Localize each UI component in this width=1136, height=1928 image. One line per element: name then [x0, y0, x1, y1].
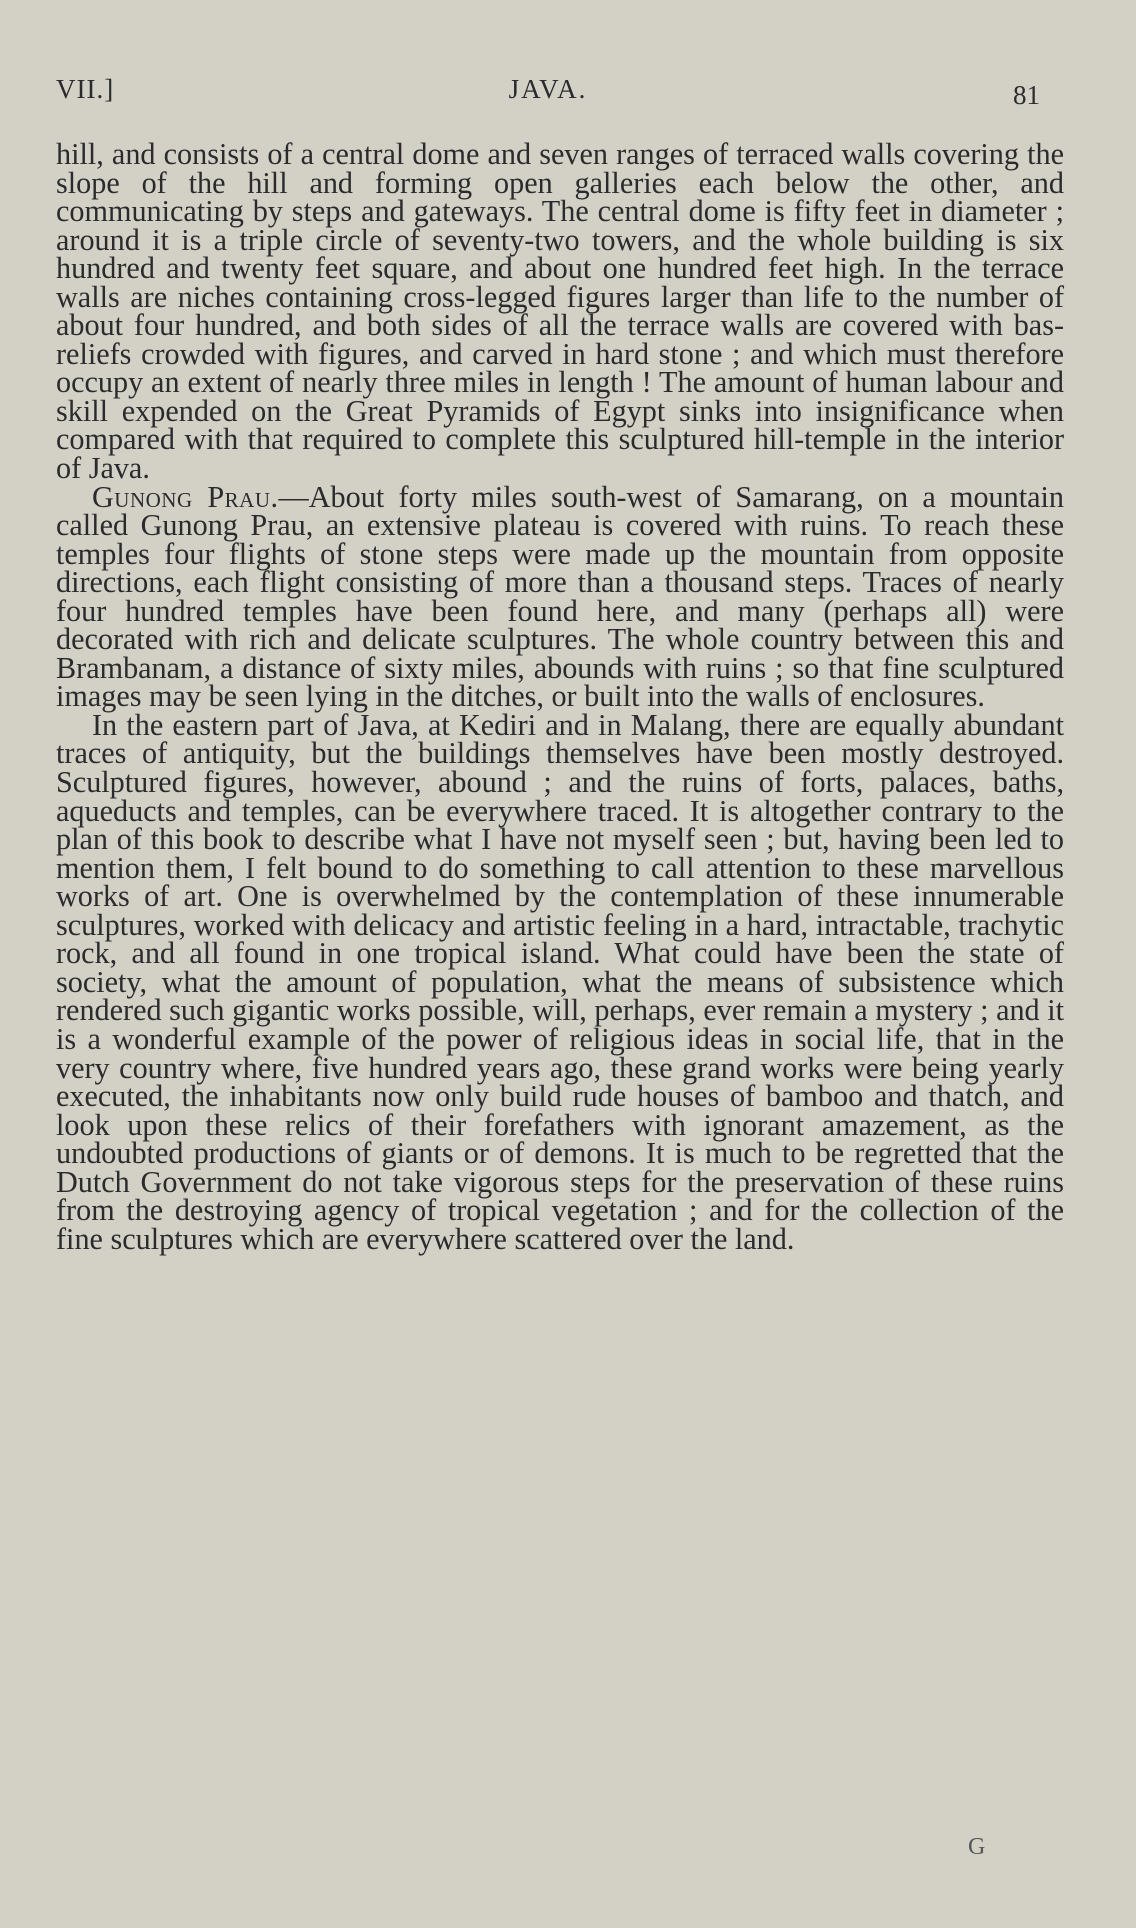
section-lead-gunong-prau: Gunong Prau. [92, 479, 279, 514]
paragraph-1 [56, 137, 1064, 486]
running-title: JAVA. [508, 74, 588, 104]
paragraph-2-text: —About forty miles south-west of Samarang, on a mountain called Gunong Prau, an extensive plateau is covered with ruins. To reach these temples four flights of stone steps were made up the mountain from opposite directions, each flight consisting of more than a thousand steps. Traces of nearly four hundred temples have been found here, and many (perhaps all) were decorated with rich and delicate sculptures. The whole country between this and Brambanam, a distance of sixty miles, abounds with ruins ; so that fine sculptured images may be seen lying in the ditches, or built into the walls of enclosures. [56, 479, 1064, 714]
page-number: 81 [1013, 80, 1040, 110]
paragraph-1-text: hill, and consists of a central dome and seven ranges of terraced walls covering the slope of the hill and forming open galleries each below the other, and communicating by steps and gateways. The central dome is fifty feet in diameter ; around it is a triple circle of seventy-two towers, and the whole building is six hundred and twenty feet square, and about one hundred feet high. In the terrace walls are niches containing cross-legged figures larger than life to the number of about four hundred, and both sides of all the terrace walls are covered with bas-reliefs crowded with figures, and carved in hard stone ; and which must therefore occupy an extent of nearly three miles in length ! The amount of human labour and skill expended on the Great Pyramids of Egypt sinks into insignificance when compared with that required to complete this sculptured hill-temple in the interior of Java. [56, 137, 1064, 486]
paragraph-2 [56, 479, 1064, 714]
paragraph-3-text: In the eastern part of Java, at Kediri and in Malang, there are equally abundant traces of antiquity, but the buildings themselves have been mostly destroyed. Sculptured figures, however, abound ; and the ruins of forts, palaces, baths, aqueducts and temples, can be everywhere traced. It is altogether contrary to the plan of this book to describe what I have not myself seen ; but, having been led to mention them, I felt bound to do something to call attention to these marvellous works of art. One is overwhelmed by the contemplation of these innumerable sculptures, worked with delicacy and artistic feeling in a hard, intractable, trachytic rock, and all found in one tropical island. What could have been the state of society, what the amount of population, what the means of subsistence which rendered such gigantic works possible, will, perhaps, ever remain a mystery ; and it is a wonderful example of the power of religious ideas in social life, that in the very country where, five hundred years ago, these grand works were being yearly executed, the inhabitants now only build rude houses of bamboo and thatch, and look upon these relics of their forefathers with ignorant amazement, as the undoubted productions of giants or of demons. It is much to be regretted that the Dutch Government do not take vigorous steps for the preservation of these ruins from the destroying agency of tropical vegetation ; and for the collection of the fine sculptures which are everywhere scattered over the land. [56, 707, 1064, 1256]
chapter-number: VII.] [56, 74, 115, 104]
running-head [56, 70, 1040, 110]
body-text [56, 137, 1064, 1256]
paragraph-3 [56, 707, 1064, 1256]
signature-mark: G [968, 1834, 986, 1860]
